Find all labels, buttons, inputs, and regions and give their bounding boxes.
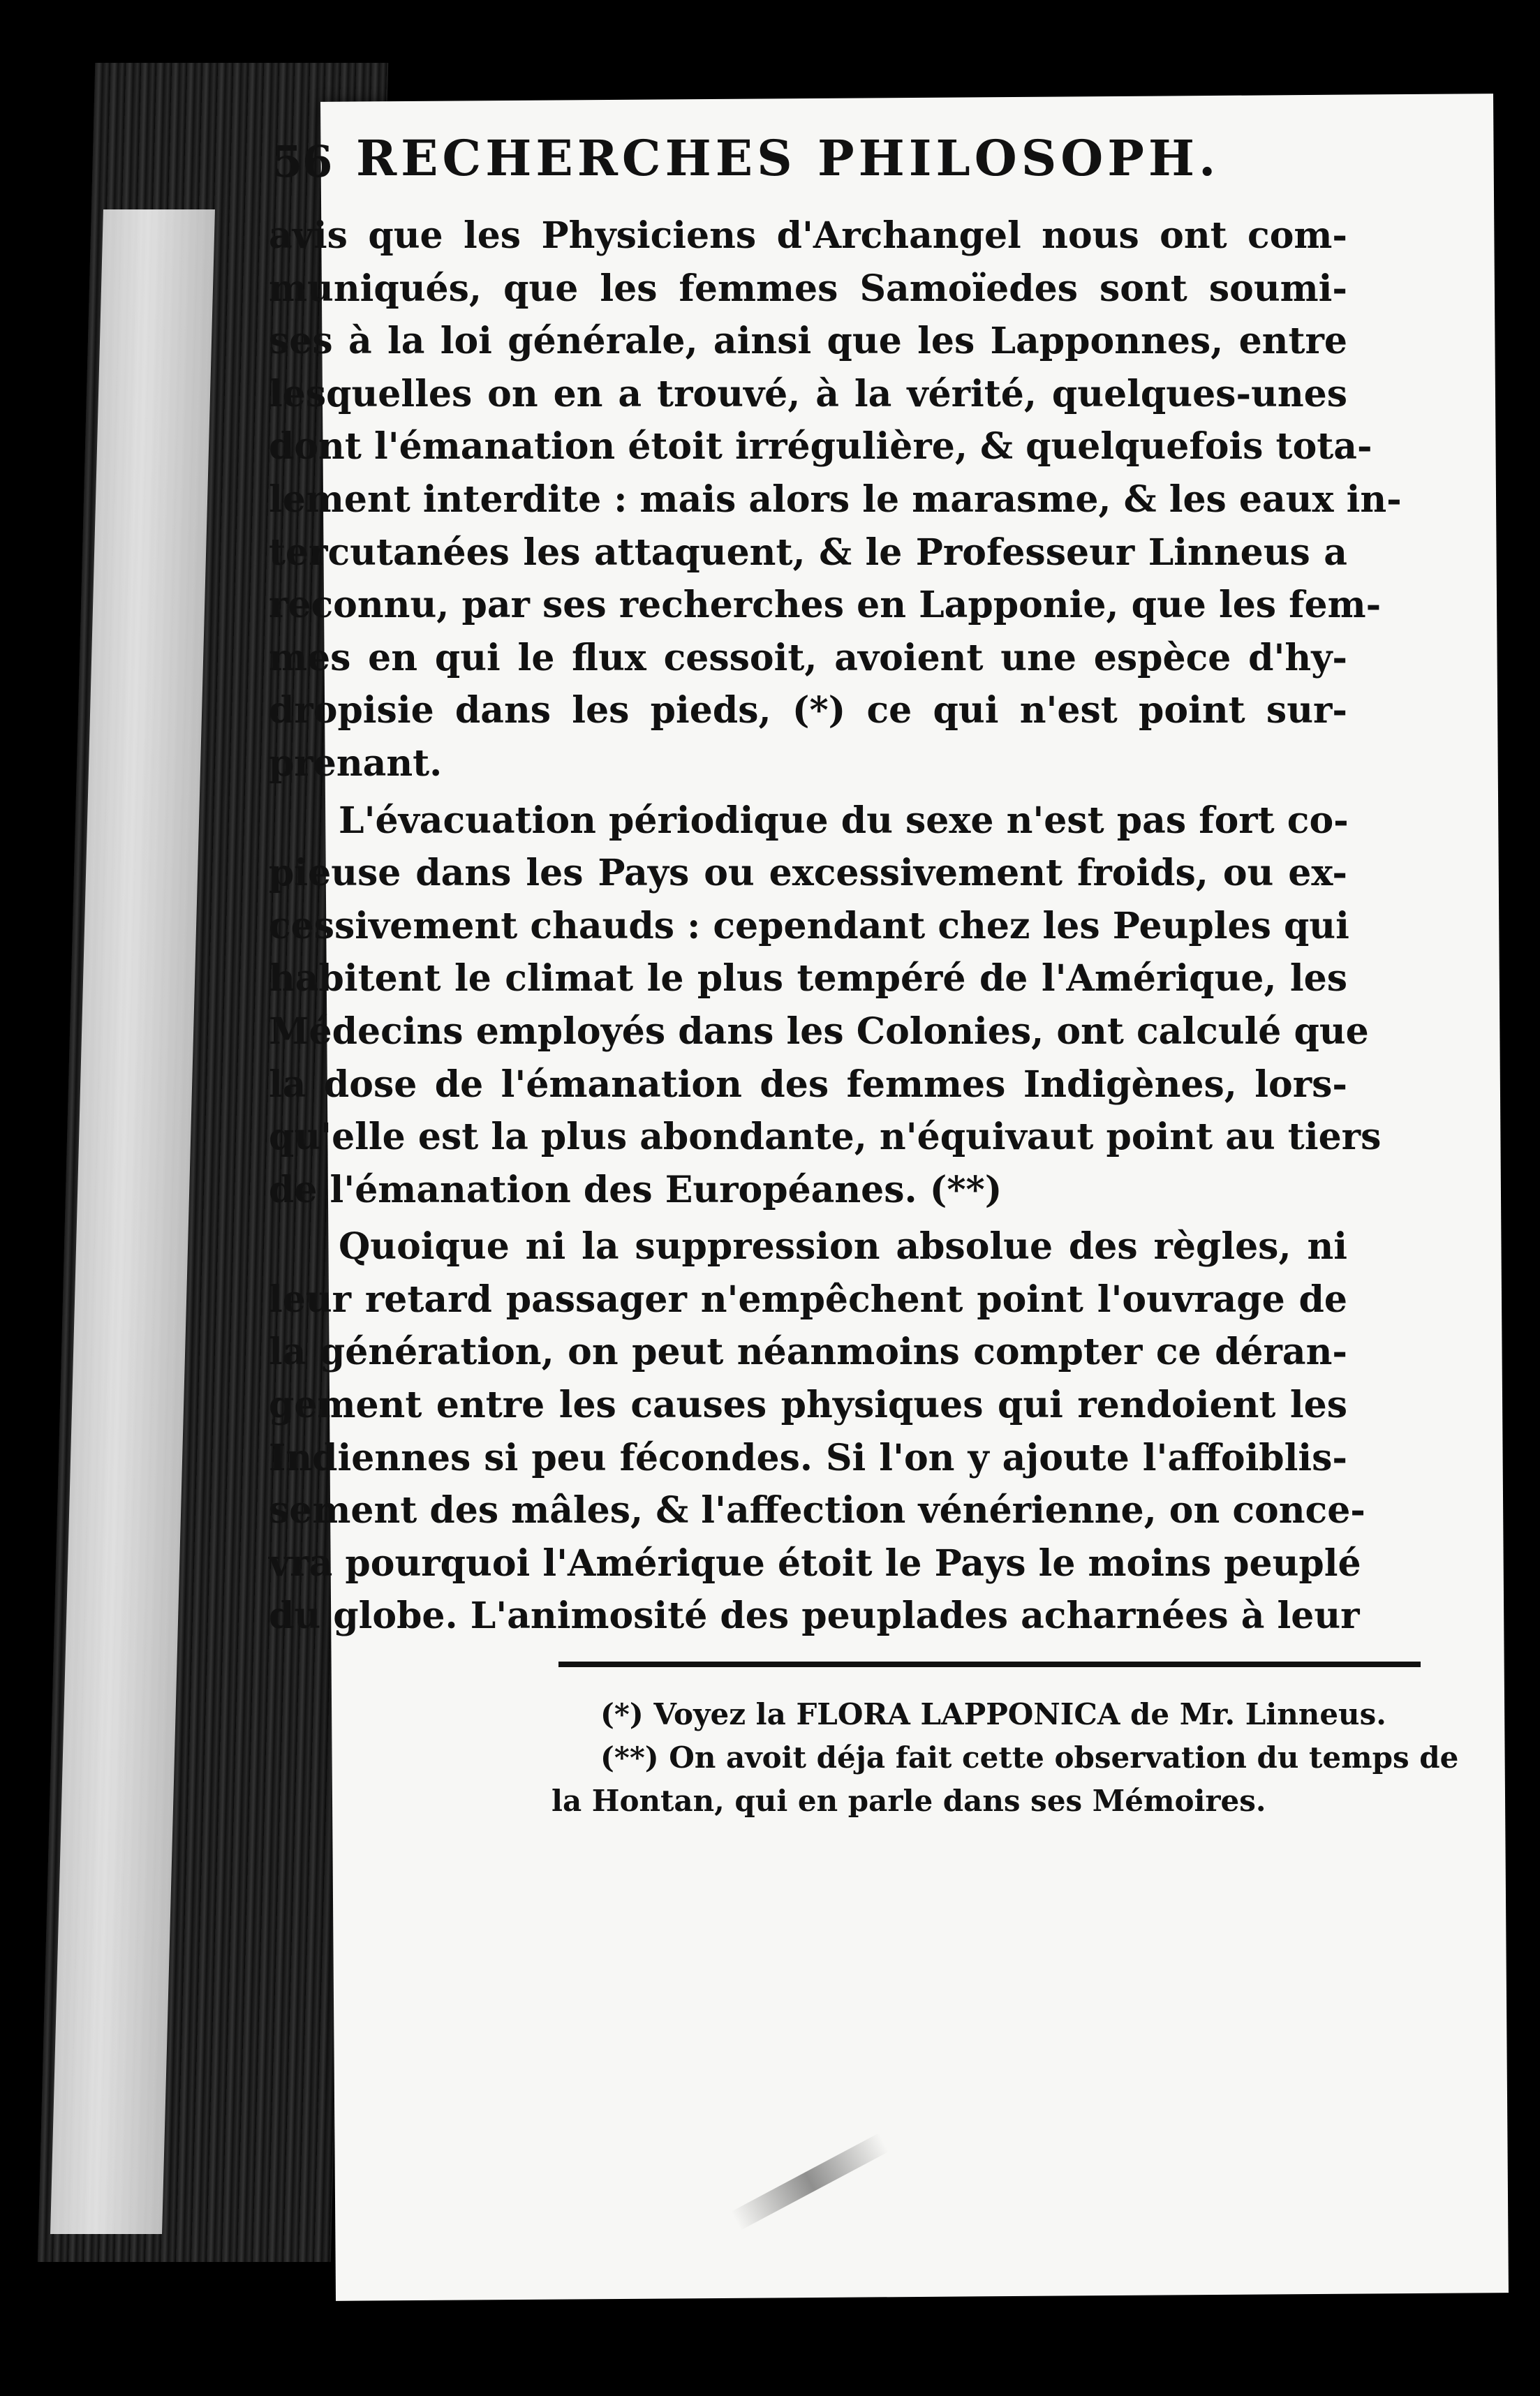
text-line: du globe. L'animosité des peuplades acharnées à leur bbox=[269, 1595, 1360, 1638]
text-line: dont l'émanation étoit irrégulière, & quelquefois tota- bbox=[269, 425, 1372, 468]
footnotes bbox=[551, 1693, 1459, 1823]
text-line: leur retard passager n'empêchent point l'ouvrage de bbox=[269, 1278, 1347, 1321]
text-line: Indiennes si peu fécondes. Si l'on y ajoute l'affoiblis- bbox=[269, 1436, 1347, 1479]
text-line: de l'émanation des Européanes. (**) bbox=[269, 1168, 1002, 1211]
text-line: tercutanées les attaquent, & le Professeur Linneus a bbox=[269, 531, 1347, 574]
text-line: Médecins employés dans les Colonies, ont calculé que bbox=[269, 1010, 1369, 1053]
text-line: Quoique ni la suppression absolue des règles, ni bbox=[339, 1225, 1347, 1269]
footnote: (**) On avoit déja fait cette observation du temps de bbox=[600, 1740, 1459, 1775]
text-line: avis que les Physiciens d'Archangel nous ont com- bbox=[269, 214, 1347, 257]
text-line: lement interdite : mais alors le marasme, & les eaux in- bbox=[269, 478, 1402, 521]
text-line: gement entre les causes physiques qui rendoient les bbox=[269, 1384, 1347, 1427]
text-line: pieuse dans les Pays ou excessivement froids, ou ex- bbox=[269, 852, 1347, 895]
text-line: lesquelles on en a trouvé, à la vérité, quelques-unes bbox=[269, 372, 1347, 415]
text-line: mes en qui le flux cessoit, avoient une espèce d'hy- bbox=[269, 636, 1347, 679]
text-line: ses à la loi générale, ainsi que les Lapponnes, entre bbox=[269, 320, 1347, 363]
text-line: L'évacuation périodique du sexe n'est pas fort co- bbox=[339, 799, 1349, 842]
footnote: (*) Voyez la FLORA LAPPONICA de Mr. Linneus. bbox=[600, 1697, 1386, 1731]
text-line: prenant. bbox=[269, 741, 443, 785]
text-line: la dose de l'émanation des femmes Indigènes, lors- bbox=[269, 1063, 1347, 1106]
body-text bbox=[269, 209, 1402, 1643]
text-line: dropisie dans les pieds, (*) ce qui n'est point sur- bbox=[269, 689, 1347, 732]
text-line: habitent le climat le plus tempéré de l'Amérique, les bbox=[269, 957, 1347, 1000]
page-number: 56 bbox=[272, 136, 333, 187]
text-line: cessivement chauds : cependant chez les Peuples qui bbox=[269, 904, 1349, 947]
text-line: la génération, on peut néanmoins compter ce déran- bbox=[269, 1331, 1347, 1374]
footnote-continuation: la Hontan, qui en parle dans ses Mémoires. bbox=[551, 1784, 1266, 1818]
footnote-rule bbox=[558, 1662, 1421, 1667]
text-line: qu'elle est la plus abondante, n'équivaut point au tiers bbox=[269, 1116, 1382, 1159]
text-line: reconnu, par ses recherches en Lapponie, que les fem- bbox=[269, 584, 1382, 627]
text-line: vra pourquoi l'Amérique étoit le Pays le moins peuplé bbox=[269, 1541, 1361, 1585]
page-header bbox=[272, 122, 1347, 199]
running-title: RECHERCHES PHILOSOPH. bbox=[356, 129, 1220, 187]
text-line: sement des mâles, & l'affection vénérienne, on conce- bbox=[269, 1489, 1365, 1532]
text-line: muniqués, que les femmes Samoïedes sont soumi- bbox=[269, 267, 1347, 310]
